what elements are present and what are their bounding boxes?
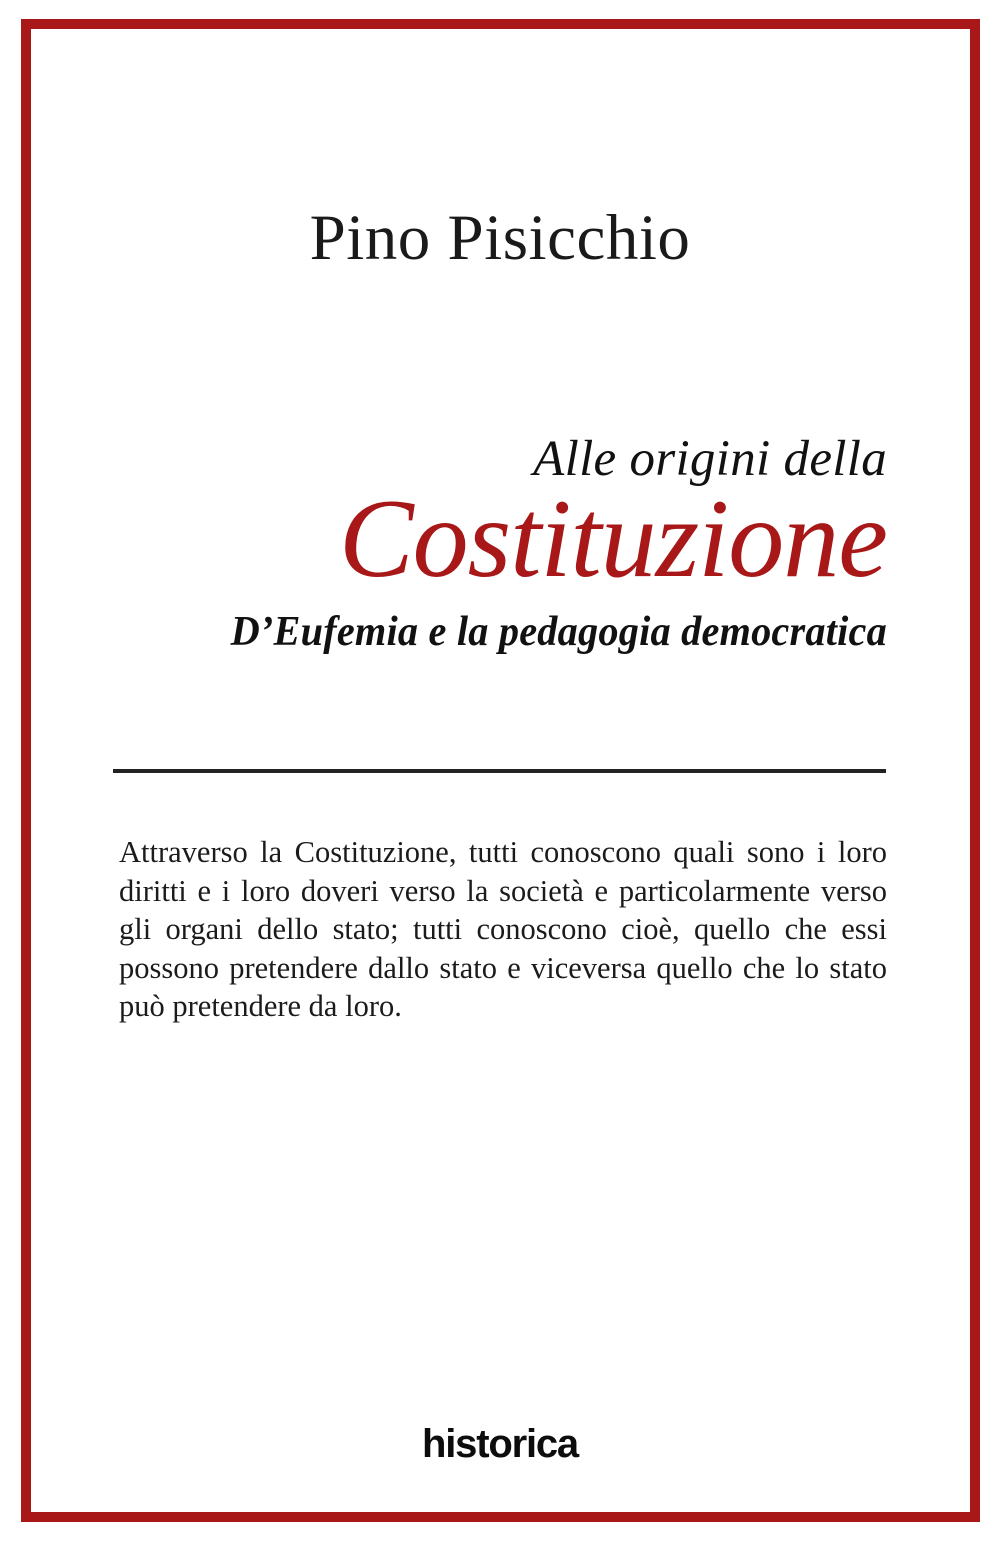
back-cover-blurb: Attraverso la Costituzione, tutti conoscono quali sono i loro diritti e i loro doveri verso la società e particolarmente verso gli organi dello stato; tutti conoscono cioè, quello che essi possono pretendere dallo stato e viceversa quello che lo stato può pretendere da loro. — [119, 835, 887, 1023]
title-block — [112, 432, 887, 655]
publisher-logo: historica — [422, 1422, 578, 1466]
book-title: Costituzione — [338, 477, 887, 602]
author-name: Pino Pisicchio — [309, 202, 691, 274]
title-overline: Alle origini della — [533, 431, 887, 487]
book-subtitle: D’Eufemia e la pedagogia democratica — [230, 608, 888, 655]
horizontal-divider — [113, 769, 886, 773]
